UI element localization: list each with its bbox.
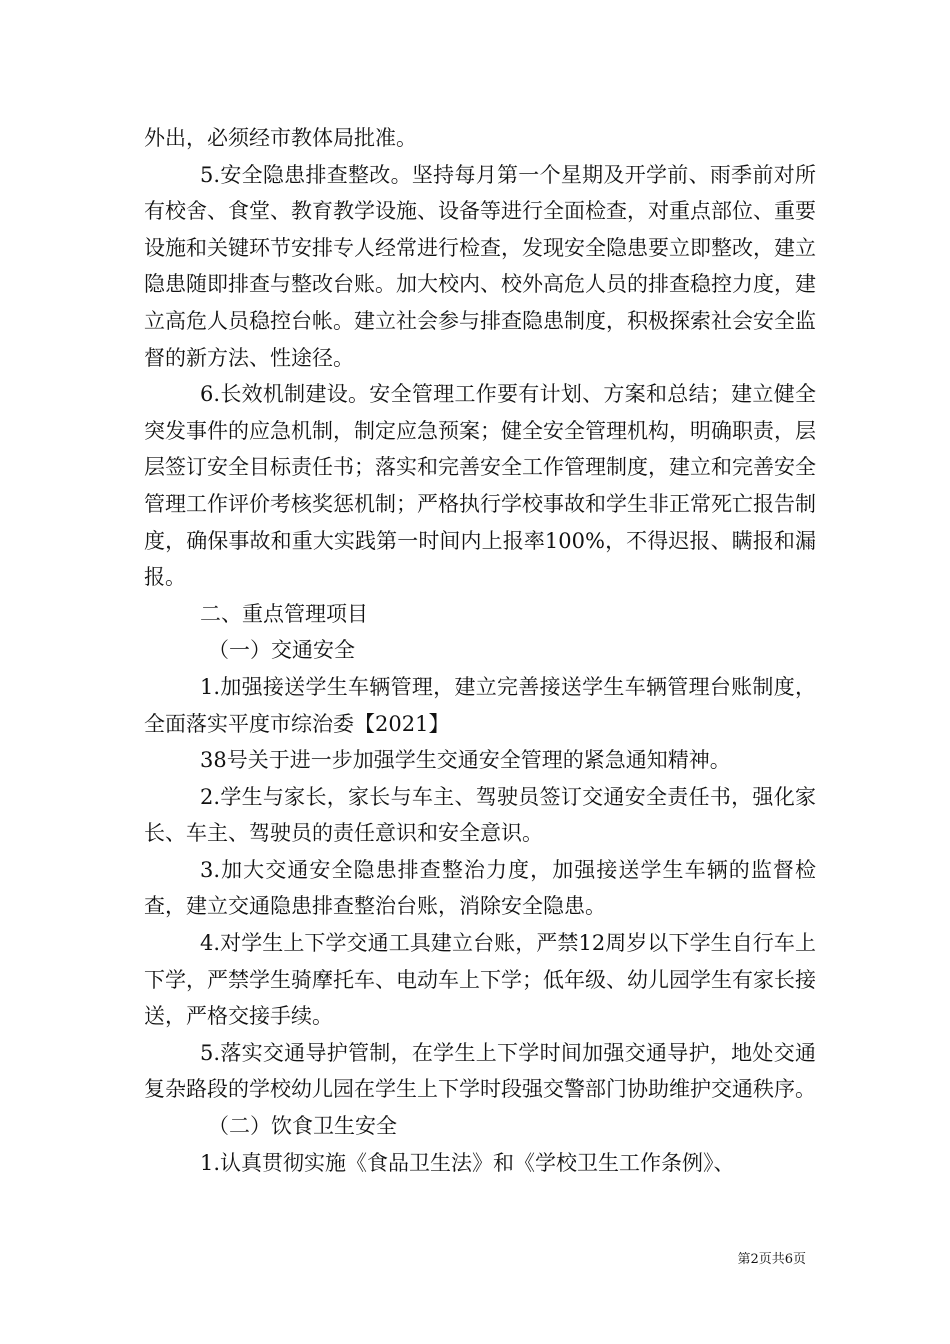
document-body	[144, 120, 816, 1181]
paragraph-traffic-4: 4.对学生上下学交通工具建立台账，严禁12周岁以下学生自行车上下学，严禁学生骑摩托车、电动车上下学；低年级、幼儿园学生有家长接送，严格交接手续。	[144, 931, 816, 1029]
paragraph-item-6-mechanism: 6.长效机制建设。安全管理工作要有计划、方案和总结；建立健全突发事件的应急机制，制定应急预案；健全安全管理机构，明确职责，层层签订安全目标责任书；落实和完善安全工作管理制度，建立和完善安全管理工作评价考核奖惩机制；严格执行学校事故和学生非正常死亡报告制度，确保事故和重大实践第一时间内上报率100%，不得迟报、瞒报和漏报。	[144, 382, 816, 590]
section-heading-key-items: 二、重点管理项目	[200, 601, 368, 626]
paragraph-continuation: 外出，必须经市教体局批准。	[144, 126, 417, 150]
paragraph-item-5-hazard-check: 5.安全隐患排查整改。坚持每月第一个星期及开学前、雨季前对所有校舍、食堂、教育教学设施、设备等进行全面检查，对重点部位、重要设施和关键环节安排专人经常进行检查，发现安全隐患要立即整改，建立隐患随即排查与整改台账。加大校内、校外高危人员的排查稳控力度，建立高危人员稳控台帐。建立社会参与排查隐患制度，积极探索社会安全监督的新方法、性途径。	[144, 162, 816, 370]
paragraph-traffic-1-cont: 38号关于进一步加强学生交通安全管理的紧急通知精神。	[200, 748, 731, 773]
paragraph-traffic-1: 1.加强接送学生车辆管理，建立完善接送学生车辆管理台账制度，全面落实平度市综治委【2021】	[144, 674, 816, 736]
paragraph-traffic-3: 3.加大交通安全隐患排查整治力度，加强接送学生车辆的监督检查，建立交通隐患排查整治台账，消除安全隐患。	[144, 857, 816, 919]
subsection-heading-traffic: （一）交通安全	[208, 638, 355, 663]
page-number: 第2页共6页	[737, 1252, 806, 1267]
paragraph-traffic-2: 2.学生与家长，家长与车主、驾驶员签订交通安全责任书，强化家长、车主、驾驶员的责任意识和安全意识。	[144, 784, 816, 846]
subsection-heading-food: （二）饮食卫生安全	[208, 1114, 397, 1139]
paragraph-food-1: 1.认真贯彻实施《食品卫生法》和《学校卫生工作条例》、	[200, 1150, 735, 1175]
paragraph-traffic-5: 5.落实交通导护管制，在学生上下学时间加强交通导护，地处交通复杂路段的学校幼儿园在学生上下学时段强交警部门协助维护交通秩序。	[144, 1040, 816, 1102]
